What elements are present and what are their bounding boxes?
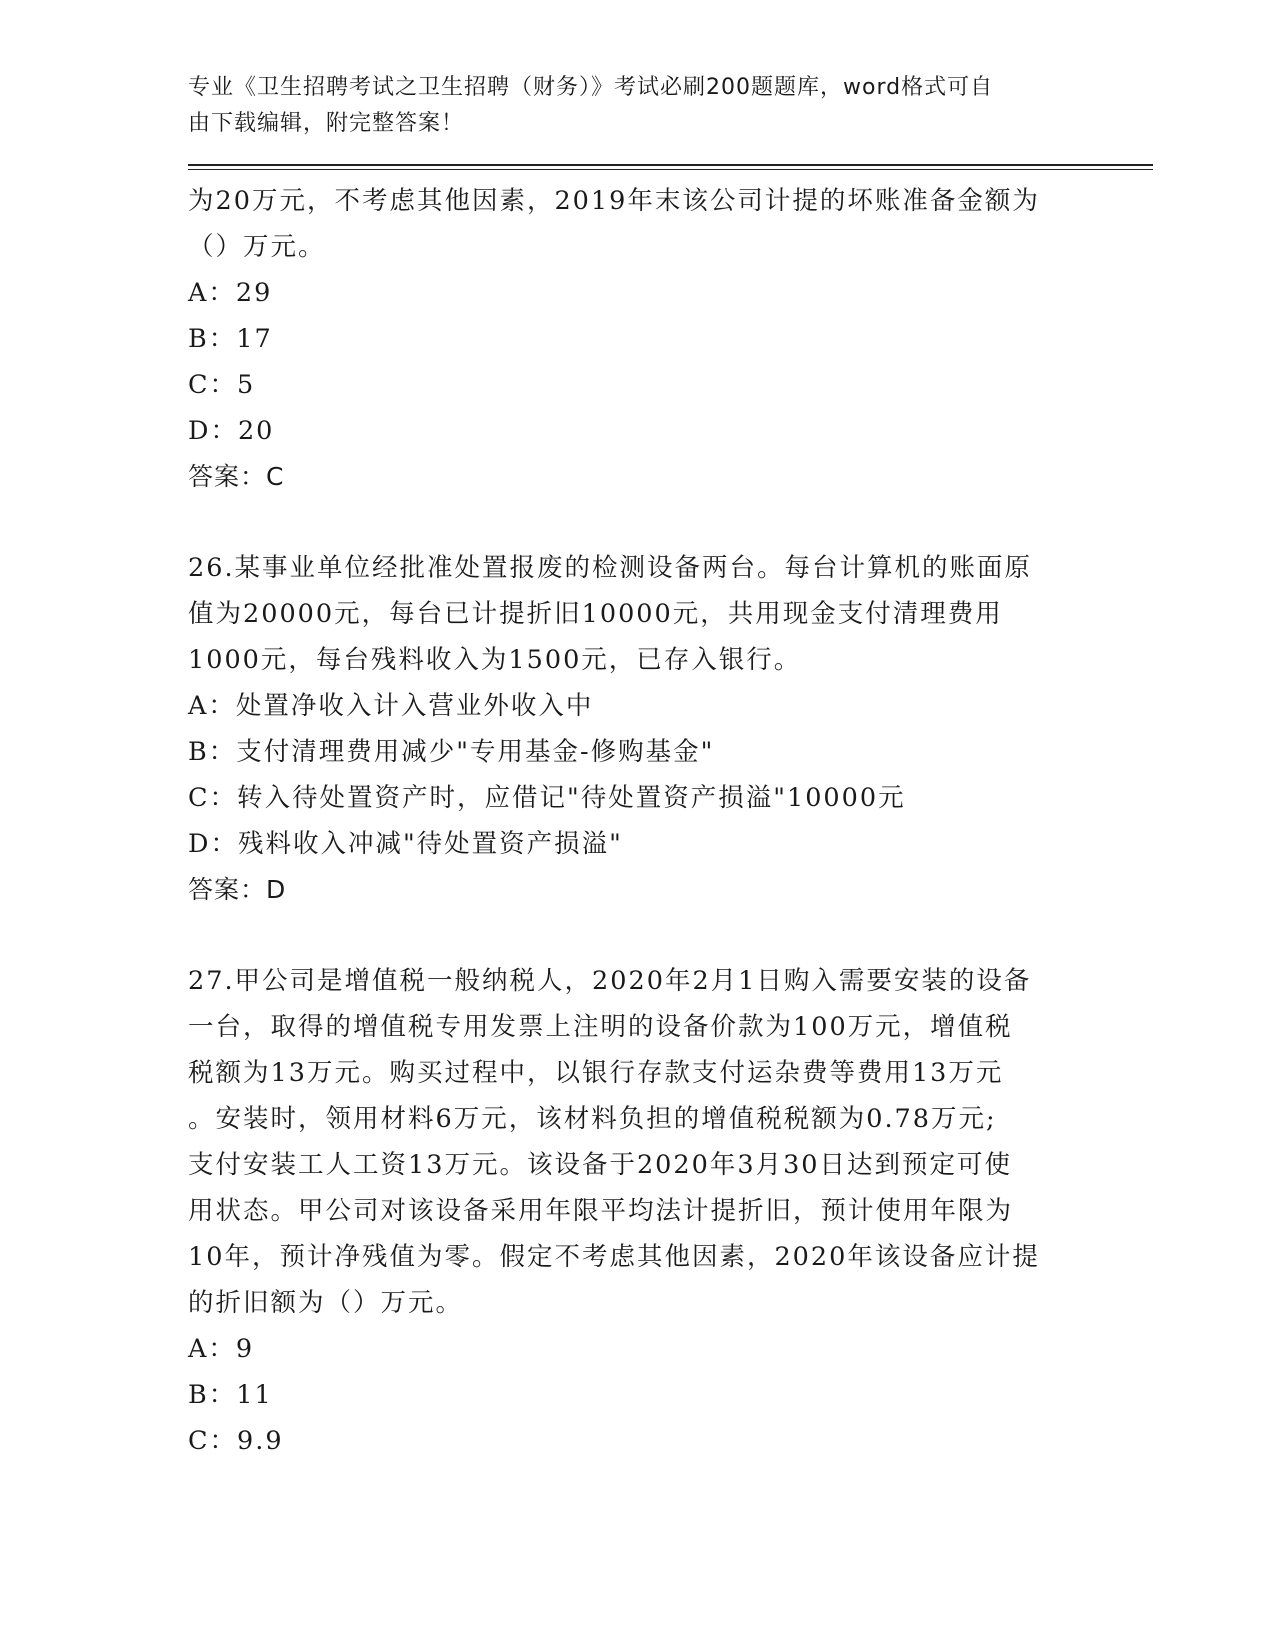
question-25: [188, 178, 1153, 500]
document-page: [188, 70, 1153, 1464]
option-c: C：5: [188, 370, 256, 400]
answer-line: 答案：D: [188, 875, 287, 904]
question-text-line: 10年，预计净残值为零。假定不考虑其他因素，2020年该设备应计提: [188, 1242, 1040, 1272]
option-d: D：残料收入冲减"待处置资产损溢": [188, 829, 623, 859]
option-d: D：20: [188, 416, 275, 446]
option-b: B：支付清理费用减少"专用基金-修购基金": [188, 737, 715, 767]
header-line-2: 由下载编辑，附完整答案！: [188, 111, 465, 136]
question-text-line: 为20万元，不考虑其他因素，2019年末该公司计提的坏账准备金额为: [188, 186, 1040, 216]
option-a: A：29: [188, 278, 273, 308]
question-27: [188, 958, 1153, 1464]
document-header: [188, 70, 1068, 142]
question-text-line: 一台，取得的增值税专用发票上注明的设备价款为100万元，增值税: [188, 1012, 1013, 1042]
header-divider: [188, 164, 1153, 170]
question-text-line: 支付安装工人工资13万元。该设备于2020年3月30日达到预定可使: [188, 1150, 1013, 1180]
document-body: [188, 178, 1153, 1464]
option-a: A：处置净收入计入营业外收入中: [188, 691, 594, 721]
question-text-line: 的折旧额为（）万元。: [188, 1288, 464, 1318]
question-text-line: 1000元，每台残料收入为1500元，已存入银行。: [188, 645, 802, 675]
question-text-line: 用状态。甲公司对该设备采用年限平均法计提折旧，预计使用年限为: [188, 1196, 1014, 1226]
question-26: [188, 545, 1153, 913]
option-c: C：转入待处置资产时，应借记"待处置资产损溢"10000元: [188, 783, 906, 813]
question-text-line: 26.某事业单位经批准处置报废的检测设备两台。每台计算机的账面原: [188, 553, 1033, 583]
question-text-line: （）万元。: [188, 232, 326, 262]
question-text-line: 值为20000元，每台已计提折旧10000元，共用现金支付清理费用: [188, 599, 1003, 629]
question-spacer: [188, 913, 1153, 958]
option-a: A：9: [188, 1334, 255, 1364]
question-text-line: 。安装时，领用材料6万元，该材料负担的增值税税额为0.78万元;: [188, 1104, 997, 1134]
question-text-line: 税额为13万元。购买过程中，以银行存款支付运杂费等费用13万元: [188, 1058, 1004, 1088]
question-text-line: 27.甲公司是增值税一般纳税人，2020年2月1日购入需要安装的设备: [188, 966, 1032, 996]
option-b: B：17: [188, 324, 273, 354]
answer-line: 答案：C: [188, 462, 285, 491]
option-c: C：9.9: [188, 1426, 284, 1456]
header-line-1: 专业《卫生招聘考试之卫生招聘（财务）》考试必刷200题题库，word格式可自: [188, 75, 994, 100]
question-spacer: [188, 500, 1153, 545]
option-b: B：11: [188, 1380, 273, 1410]
